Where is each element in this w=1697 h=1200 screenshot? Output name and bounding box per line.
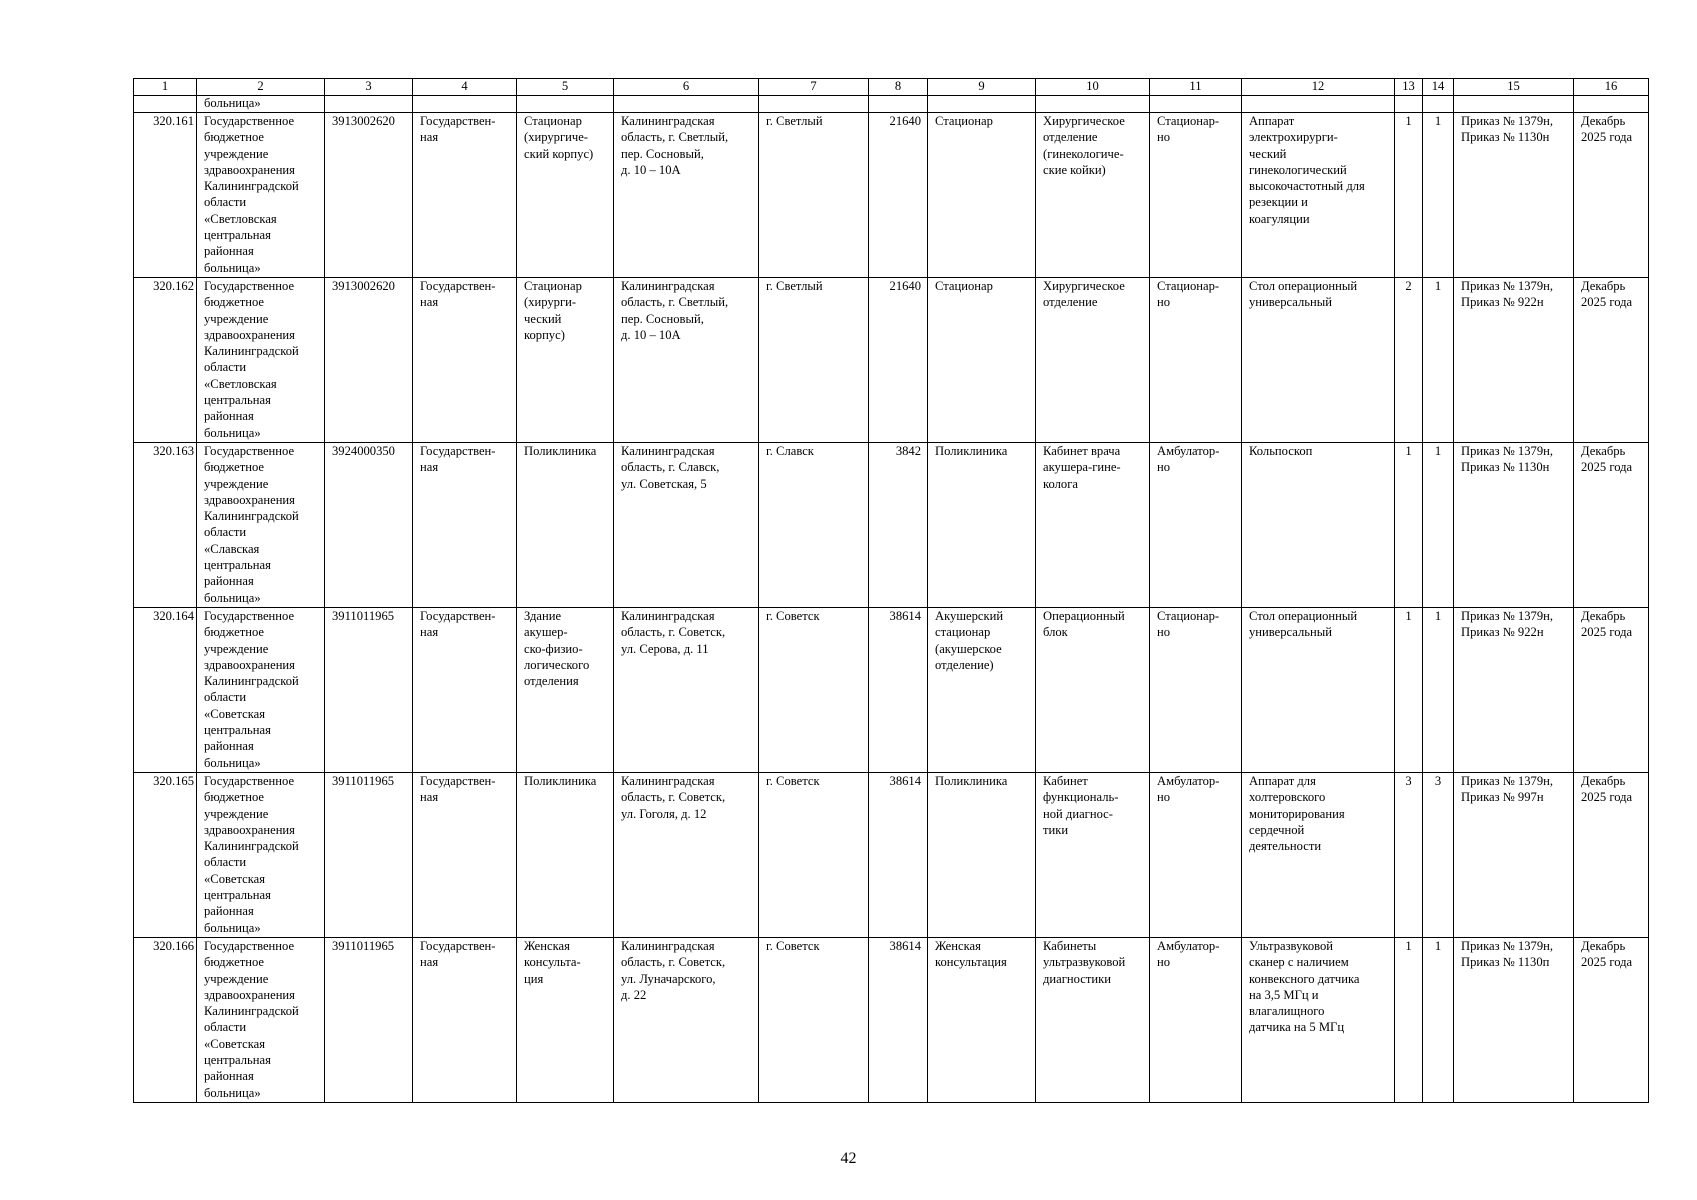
deadline: Декабрь 2025 года — [1574, 938, 1649, 1103]
table-row — [134, 443, 1649, 608]
empty-cell — [869, 96, 928, 113]
equipment-name: Кольпоскоп — [1242, 443, 1395, 608]
order-reference: Приказ № 1379н, Приказ № 922н — [1454, 278, 1574, 443]
care-mode: Стационар- но — [1150, 608, 1242, 773]
row-number: 320.165 — [134, 773, 197, 938]
table-row — [134, 113, 1649, 278]
header-cell: 3 — [325, 79, 413, 96]
quantity-col-14: 1 — [1423, 938, 1454, 1103]
quantity-col-13: 1 — [1395, 938, 1423, 1103]
facility-type: Женская консультация — [928, 938, 1036, 1103]
ownership-form: Государствен- ная — [413, 443, 517, 608]
empty-cell — [1036, 96, 1150, 113]
ownership-form: Государствен- ная — [413, 773, 517, 938]
ownership-form: Государствен- ная — [413, 278, 517, 443]
population: 38614 — [869, 938, 928, 1103]
ownership-form: Государствен- ная — [413, 608, 517, 773]
organization-name: Государственное бюджетное учреждение здравоохранения Калининградской области «Советская центральная районная больница» — [197, 938, 325, 1103]
equipment-name: Стол операционный универсальный — [1242, 608, 1395, 773]
building-name: Стационар (хирурги- ческий корпус) — [517, 278, 614, 443]
empty-cell — [413, 96, 517, 113]
quantity-col-13: 3 — [1395, 773, 1423, 938]
table-row — [134, 608, 1649, 773]
quantity-col-13: 2 — [1395, 278, 1423, 443]
empty-cell — [1574, 96, 1649, 113]
order-reference: Приказ № 1379н, Приказ № 1130н — [1454, 113, 1574, 278]
inn-code: 3913002620 — [325, 113, 413, 278]
continuation-row — [134, 96, 1649, 113]
care-mode: Стационар- но — [1150, 113, 1242, 278]
header-cell: 8 — [869, 79, 928, 96]
population: 38614 — [869, 773, 928, 938]
address: Калининградская область, г. Светлый, пер. Сосновый, д. 10 – 10А — [614, 278, 759, 443]
empty-cell — [134, 96, 197, 113]
building-name: Поликлиника — [517, 773, 614, 938]
table-row — [134, 938, 1649, 1103]
care-mode: Амбулатор- но — [1150, 443, 1242, 608]
care-mode: Амбулатор- но — [1150, 773, 1242, 938]
building-name: Женская консульта- ция — [517, 938, 614, 1103]
organization-name: Государственное бюджетное учреждение здравоохранения Калининградской области «Славская центральная районная больница» — [197, 443, 325, 608]
empty-cell — [1242, 96, 1395, 113]
order-reference: Приказ № 1379н, Приказ № 922н — [1454, 608, 1574, 773]
inn-code: 3924000350 — [325, 443, 413, 608]
quantity-col-14: 1 — [1423, 608, 1454, 773]
inn-code: 3911011965 — [325, 773, 413, 938]
department: Кабинет функциональ- ной диагнос- тики — [1036, 773, 1150, 938]
header-cell: 11 — [1150, 79, 1242, 96]
population: 21640 — [869, 113, 928, 278]
page-number: 42 — [840, 1150, 857, 1167]
order-reference: Приказ № 1379н, Приказ № 1130п — [1454, 938, 1574, 1103]
facility-type: Акушерский стационар (акушерское отделение) — [928, 608, 1036, 773]
organization-name: Государственное бюджетное учреждение здравоохранения Калининградской области «Светловская центральная районная больница» — [197, 278, 325, 443]
inn-code: 3911011965 — [325, 938, 413, 1103]
column-number-header — [134, 79, 1649, 96]
city: г. Советск — [759, 608, 869, 773]
empty-cell — [614, 96, 759, 113]
equipment-name: Ультразвуковой сканер с наличием конвексного датчика на 3,5 МГц и влагалищного датчика на 5 МГц — [1242, 938, 1395, 1103]
address: Калининградская область, г. Советск, ул. Серова, д. 11 — [614, 608, 759, 773]
facility-type: Поликлиника — [928, 443, 1036, 608]
care-mode: Амбулатор- но — [1150, 938, 1242, 1103]
table-row — [134, 773, 1649, 938]
row-number: 320.161 — [134, 113, 197, 278]
header-cell: 7 — [759, 79, 869, 96]
department: Операционный блок — [1036, 608, 1150, 773]
department: Хирургическое отделение — [1036, 278, 1150, 443]
building-name: Стационар (хирургиче- ский корпус) — [517, 113, 614, 278]
empty-cell — [1395, 96, 1423, 113]
header-cell: 9 — [928, 79, 1036, 96]
header-cell: 16 — [1574, 79, 1649, 96]
continuation-text: больница» — [197, 96, 325, 113]
quantity-col-13: 1 — [1395, 443, 1423, 608]
quantity-col-13: 1 — [1395, 608, 1423, 773]
facility-type: Стационар — [928, 278, 1036, 443]
empty-cell — [517, 96, 614, 113]
building-name: Поликлиника — [517, 443, 614, 608]
order-reference: Приказ № 1379н, Приказ № 1130н — [1454, 443, 1574, 608]
building-name: Здание акушер- ско-физио- логического отделения — [517, 608, 614, 773]
population: 3842 — [869, 443, 928, 608]
quantity-col-14: 1 — [1423, 443, 1454, 608]
quantity-col-14: 3 — [1423, 773, 1454, 938]
equipment-name: Аппарат для холтеровского мониторирования сердечной деятельности — [1242, 773, 1395, 938]
inn-code: 3913002620 — [325, 278, 413, 443]
table-row — [134, 278, 1649, 443]
city: г. Светлый — [759, 278, 869, 443]
city: г. Советск — [759, 773, 869, 938]
quantity-col-14: 1 — [1423, 113, 1454, 278]
organization-name: Государственное бюджетное учреждение здравоохранения Калининградской области «Светловская центральная районная больница» — [197, 113, 325, 278]
facility-type: Стационар — [928, 113, 1036, 278]
empty-cell — [928, 96, 1036, 113]
address: Калининградская область, г. Славск, ул. Советская, 5 — [614, 443, 759, 608]
empty-cell — [1454, 96, 1574, 113]
address: Калининградская область, г. Советск, ул. Луначарского, д. 22 — [614, 938, 759, 1103]
deadline: Декабрь 2025 года — [1574, 608, 1649, 773]
row-number: 320.164 — [134, 608, 197, 773]
organization-name: Государственное бюджетное учреждение здравоохранения Калининградской области «Советская центральная районная больница» — [197, 608, 325, 773]
address: Калининградская область, г. Советск, ул. Гоголя, д. 12 — [614, 773, 759, 938]
header-cell: 4 — [413, 79, 517, 96]
city: г. Славск — [759, 443, 869, 608]
ownership-form: Государствен- ная — [413, 113, 517, 278]
deadline: Декабрь 2025 года — [1574, 443, 1649, 608]
row-number: 320.162 — [134, 278, 197, 443]
header-cell: 1 — [134, 79, 197, 96]
header-cell: 15 — [1454, 79, 1574, 96]
header-cell: 6 — [614, 79, 759, 96]
care-mode: Стационар- но — [1150, 278, 1242, 443]
quantity-col-13: 1 — [1395, 113, 1423, 278]
empty-cell — [325, 96, 413, 113]
facility-type: Поликлиника — [928, 773, 1036, 938]
population: 21640 — [869, 278, 928, 443]
header-cell: 5 — [517, 79, 614, 96]
population: 38614 — [869, 608, 928, 773]
empty-cell — [1423, 96, 1454, 113]
empty-cell — [1150, 96, 1242, 113]
department: Кабинет врача акушера-гине- колога — [1036, 443, 1150, 608]
header-cell: 12 — [1242, 79, 1395, 96]
organization-name: Государственное бюджетное учреждение здравоохранения Калининградской области «Советская центральная районная больница» — [197, 773, 325, 938]
department: Хирургическое отделение (гинекологиче- ские койки) — [1036, 113, 1150, 278]
row-number: 320.163 — [134, 443, 197, 608]
inn-code: 3911011965 — [325, 608, 413, 773]
header-cell: 2 — [197, 79, 325, 96]
equipment-name: Стол операционный универсальный — [1242, 278, 1395, 443]
department: Кабинеты ультразвуковой диагностики — [1036, 938, 1150, 1103]
deadline: Декабрь 2025 года — [1574, 278, 1649, 443]
row-number: 320.166 — [134, 938, 197, 1103]
header-cell: 10 — [1036, 79, 1150, 96]
order-reference: Приказ № 1379н, Приказ № 997н — [1454, 773, 1574, 938]
equipment-table — [133, 78, 1649, 1103]
empty-cell — [759, 96, 869, 113]
ownership-form: Государствен- ная — [413, 938, 517, 1103]
quantity-col-14: 1 — [1423, 278, 1454, 443]
address: Калининградская область, г. Светлый, пер. Сосновый, д. 10 – 10А — [614, 113, 759, 278]
deadline: Декабрь 2025 года — [1574, 773, 1649, 938]
header-cell: 14 — [1423, 79, 1454, 96]
city: г. Советск — [759, 938, 869, 1103]
deadline: Декабрь 2025 года — [1574, 113, 1649, 278]
header-cell: 13 — [1395, 79, 1423, 96]
city: г. Светлый — [759, 113, 869, 278]
equipment-name: Аппарат электрохирурги- ческий гинекологический высокочастотный для резекции и коагуляции — [1242, 113, 1395, 278]
